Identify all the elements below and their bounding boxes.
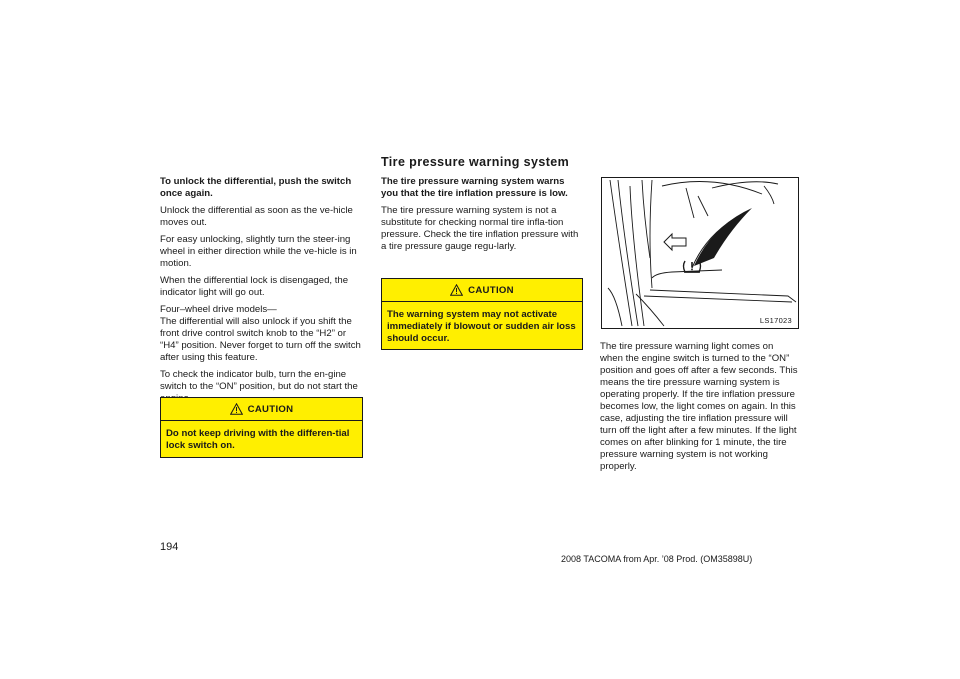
caution-box-differential	[160, 397, 363, 458]
warning-triangle-icon	[230, 403, 243, 415]
system-intro: The tire pressure warning system warns you that the tire inflation pressure is low.	[381, 176, 568, 199]
system-note: The tire pressure warning system is not a substitute for checking normal tire infla-tion pressure. Check the tire inflation pressure with a tire pressure gauge regu-larly.	[381, 205, 579, 252]
caution-header	[382, 279, 582, 302]
unlock-instruction: To unlock the differential, push the switch once again.	[160, 176, 352, 199]
indicator-note: When the differential lock is disengaged, the indicator light will go out.	[160, 275, 349, 298]
four-wheel-body: The differential will also unlock if you shift the front drive control switch knob to the “H2” or “H4” position. Never forget to turn off the switch after using this feature.	[160, 316, 361, 363]
page-number: 194	[160, 541, 179, 553]
caution-text: The warning system may not activate immediately if blowout or sudden air loss should occur.	[387, 309, 576, 344]
caution-box-tpms	[381, 278, 583, 350]
warning-triangle-icon	[450, 284, 463, 296]
section-title: Tire pressure warning system	[381, 155, 570, 169]
unlock-advice: Unlock the differential as soon as the ve-hicle moves out.	[160, 205, 353, 228]
middle-column	[381, 176, 582, 258]
caution-text: Do not keep driving with the differen-tial lock switch on.	[166, 428, 350, 451]
four-wheel-note	[160, 304, 362, 364]
figure-id: LS17023	[759, 316, 792, 325]
caution-header	[161, 398, 362, 421]
caution-label: CAUTION	[468, 284, 514, 296]
easy-unlock-tip: For easy unlocking, slightly turn the steer-ing wheel in either direction while the ve-hicle is in motion.	[160, 234, 357, 269]
bulb-check-note: To check the indicator bulb, turn the en-gine switch to the “ON” position, but do not start the	[160, 369, 358, 392]
caution-label: CAUTION	[247, 403, 294, 415]
right-column	[600, 341, 798, 478]
publication-footer: 2008 TACOMA from Apr. ’08 Prod. (OM35898U)	[561, 554, 753, 564]
instrument-cluster-figure	[601, 177, 799, 329]
left-column	[160, 176, 362, 410]
warning-light-explanation: The tire pressure warning light comes on when the engine switch is turned to the “ON” position and goes off after a few seconds. This means the tire pressure warning system is operating properly. If the tire inflation pressure becomes low, the light comes on again. In this case, adjusting the tire inflation pressure will turn off the light after a few minutes. If the light comes on after blinking for 1 minute, the tire pressure warning system is not working properly.	[600, 341, 798, 472]
dashboard-illustration	[602, 178, 798, 328]
four-wheel-heading: Four–wheel drive models—	[160, 304, 277, 315]
